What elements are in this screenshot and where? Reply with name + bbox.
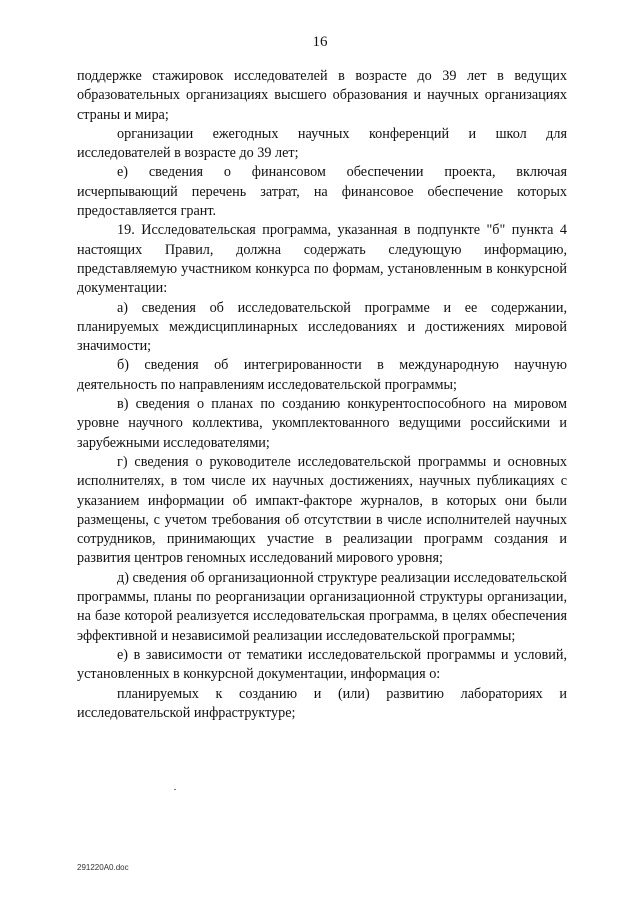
paragraph-conferences: организации ежегодных научных конференций и школ для исследователей в возрасте до 39 лет; bbox=[77, 125, 567, 162]
paragraph-item-v: в) сведения о планах по созданию конкурентоспособного на мировом уровне научного коллектива, укомплектованного ведущими российскими и зарубежными исследователями; bbox=[77, 396, 567, 451]
paragraph-section-19: 19. Исследовательская программа, указанная в подпункте "б" пункта 4 настоящих Правил, должна содержать следующую информацию, представляемую участником конкурса по формам, установленным в конкурсной документации: bbox=[77, 222, 567, 297]
paragraph-item-g: г) сведения о руководителе исследовательской программы и основных исполнителях, в том числе их научных достижениях, научных публикациях с указанием информации об импакт-факторе журналов, в которых они были размещены, с учетом требования об отсутствии в числе исполнителей научных сотрудников, принимающих участие в реализации программ создания и развития центров геномных исследований мирового уровня; bbox=[77, 453, 567, 567]
paragraph-item-e-financing: е) сведения о финансовом обеспечении проекта, включая исчерпывающий перечень затрат, на финансовое обеспечение которых предоставляется грант. bbox=[77, 164, 567, 220]
paragraph-laboratories: планируемых к созданию и (или) развитию лабораториях и исследовательской инфраструктуре; bbox=[77, 685, 567, 721]
document-body bbox=[77, 67, 567, 723]
footer-file-code: 291220A0.doc bbox=[77, 863, 129, 872]
paragraph-item-e-thematics: е) в зависимости от тематики исследовательской программы и условий, установленных в конкурсной документации, информация о: bbox=[77, 646, 567, 683]
paragraph-internships: поддержке стажировок исследователей в возрасте до 39 лет в ведущих образовательных организациях высшего образования и научных организациях страны и мира; bbox=[77, 68, 567, 123]
scan-artifact bbox=[174, 789, 176, 790]
paragraph-item-d: д) сведения об организационной структуре реализации исследовательской программы, планы по реорганизации организационной структуры организации, на базе которой реализуется исследовательская программа, в целях обеспечения эффективной и независимой реализации исследовательской программы; bbox=[77, 569, 567, 644]
paragraph-item-b: б) сведения об интегрированности в международную научную деятельность по направлениям исследовательской программы; bbox=[77, 357, 567, 393]
page-number: 16 bbox=[312, 34, 328, 50]
paragraph-item-a: а) сведения об исследовательской программе и ее содержании, планируемых междисциплинарных исследованиях и достижениях мировой значимости; bbox=[77, 299, 567, 355]
